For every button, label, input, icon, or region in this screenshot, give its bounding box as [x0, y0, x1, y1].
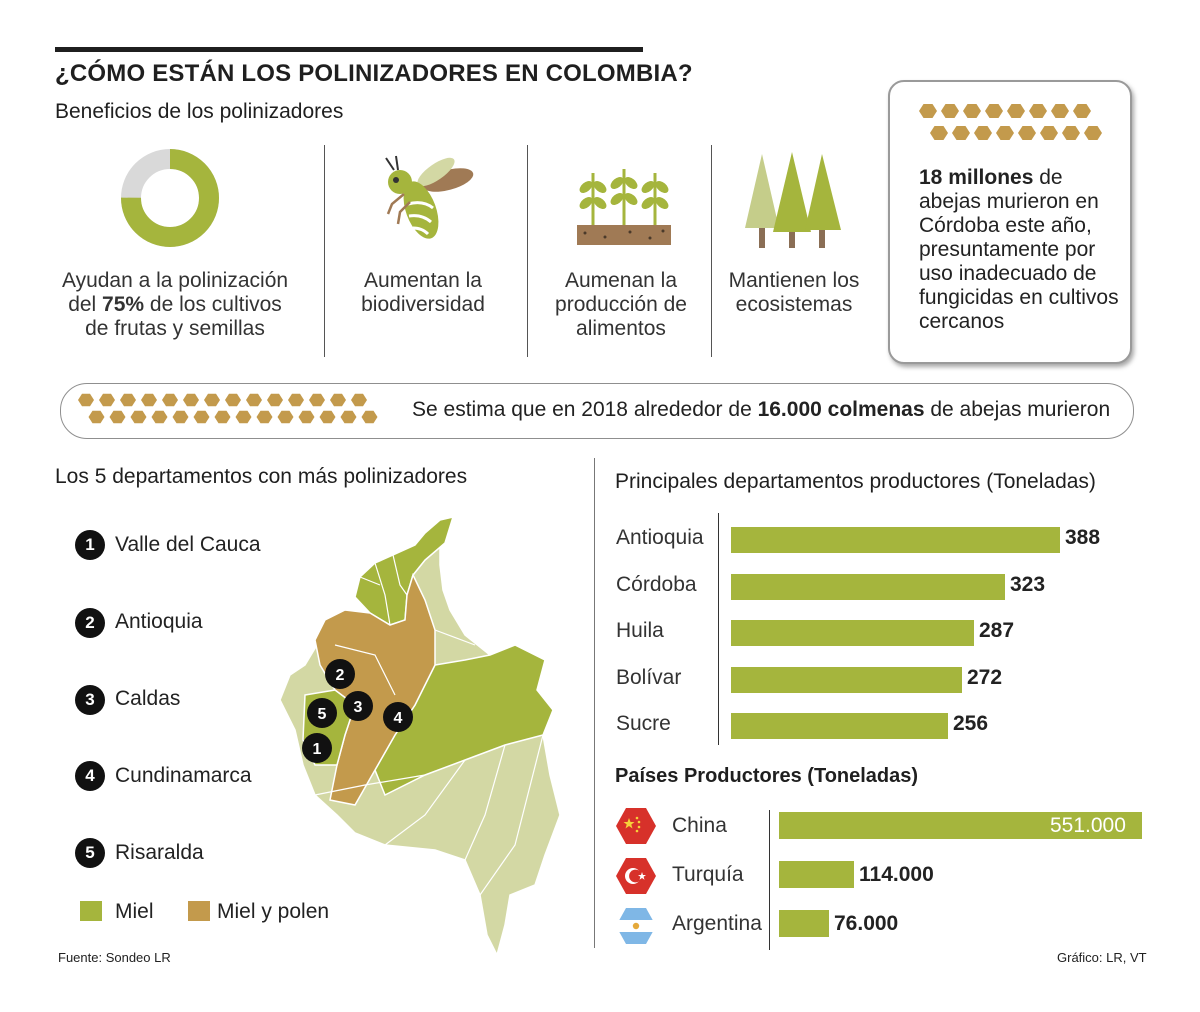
bar-category-label: Huila [616, 619, 664, 642]
benefit-pollination: Ayudan a la polinización del 75% de los cultivos de frutas y semillas [61, 269, 289, 340]
honeycomb-cell [236, 411, 252, 423]
honeycomb-cell [341, 411, 357, 423]
bar [731, 574, 1005, 600]
argentina-flag-icon [615, 906, 657, 946]
divider [527, 145, 528, 357]
honeycomb-cell [919, 104, 937, 118]
bar-category-label: Antioquia [616, 526, 704, 549]
honeycomb-cell [215, 411, 231, 423]
rank-badge: 4 [75, 761, 105, 791]
bar [779, 910, 829, 937]
turkey-flag-icon [615, 856, 657, 896]
rank-badge: 2 [75, 608, 105, 638]
honeycomb-icon [919, 102, 1109, 146]
china-flag-icon [615, 806, 657, 846]
honeycomb-cell [1062, 126, 1080, 140]
honeycomb-cell [257, 411, 273, 423]
bar-value-label: 388 [1065, 526, 1101, 549]
honeycomb-cell [267, 394, 283, 406]
honeycomb-cell [288, 394, 304, 406]
honeycomb-cell [330, 394, 346, 406]
honeycomb-cell [930, 126, 948, 140]
honeycomb-cell [309, 394, 325, 406]
rank-badge: 3 [75, 685, 105, 715]
honeycomb-cell [152, 411, 168, 423]
rank-label: Valle del Cauca [115, 533, 261, 556]
bar-category-label: Bolívar [616, 665, 682, 689]
callout-text: 18 millones de abejas murieron en Córdoba este año, presuntamente por uso inadecuado de fungicidas en cultivos cercanos [919, 166, 1119, 333]
credit-note: Gráfico: LR, VT [1057, 950, 1147, 965]
honeycomb-cell [1018, 126, 1036, 140]
honeycomb-cell [351, 394, 367, 406]
map-marker-label: 3 [353, 699, 363, 716]
source-note: Fuente: Sondeo LR [58, 950, 171, 965]
bar [731, 527, 1060, 553]
bar [779, 861, 854, 888]
bee-icon [378, 152, 483, 252]
bar [731, 713, 948, 739]
legend-label-honey: Miel [115, 900, 154, 923]
bar-category-label: Sucre [616, 712, 671, 735]
chart-axis [769, 810, 770, 950]
rank-badge: 1 [75, 530, 105, 560]
honeycomb-cell [996, 126, 1014, 140]
honeycomb-cell [78, 394, 94, 406]
bar-value-label: 551.000 [1050, 814, 1126, 837]
forest-icon [745, 152, 843, 250]
legend-swatch-honey [80, 901, 102, 921]
bar-value-label: 114.000 [859, 863, 934, 886]
honeycomb-cell [246, 394, 262, 406]
honeycomb-cell [941, 104, 959, 118]
honeycomb-cell [131, 411, 147, 423]
legend-label-honey-pollen: Miel y polen [217, 900, 330, 923]
honeycomb-cell [1040, 126, 1058, 140]
benefit-biodiversity: Aumentan la biodiversidad [361, 269, 485, 316]
benefits-heading: Beneficios de los polinizadores [55, 100, 344, 123]
honeycomb-cell [110, 411, 126, 423]
divider [594, 458, 595, 948]
honeycomb-icon [78, 392, 383, 430]
rank-label: Risaralda [115, 841, 204, 864]
map-marker-label: 5 [317, 706, 327, 723]
title-rule [55, 47, 643, 52]
chart-title-departments: Principales departamentos productores (Toneladas) [615, 470, 1096, 493]
divider [324, 145, 325, 357]
honeycomb-cell [225, 394, 241, 406]
honeycomb-cell [141, 394, 157, 406]
honeycomb-cell [204, 394, 220, 406]
honeycomb-cell [320, 411, 336, 423]
bar-category-label: Córdoba [616, 572, 697, 596]
honeycomb-cell [362, 411, 378, 423]
bar-category-label: China [672, 814, 727, 837]
honeycomb-cell [1084, 126, 1102, 140]
bar-value-label: 76.000 [834, 912, 899, 935]
benefit-ecosystems: Mantienen los ecosistemas [728, 269, 860, 316]
bar [731, 667, 962, 693]
donut-chart-icon [115, 143, 225, 253]
honeycomb-cell [1073, 104, 1091, 118]
rank-label: Cundinamarca [115, 764, 252, 787]
map-marker-label: 1 [312, 741, 322, 758]
bar-value-label: 256 [953, 712, 989, 735]
honeycomb-cell [1007, 104, 1025, 118]
bar-value-label: 323 [1010, 572, 1046, 596]
bar-value-label: 272 [967, 665, 1003, 689]
map-marker-label: 2 [335, 667, 345, 684]
rank-label: Antioquia [115, 610, 203, 633]
rank-badge: 5 [75, 838, 105, 868]
honeycomb-cell [1051, 104, 1069, 118]
honeycomb-cell [183, 394, 199, 406]
honeycomb-cell [278, 411, 294, 423]
bar-value-label: 287 [979, 619, 1015, 642]
rank-label: Caldas [115, 687, 181, 710]
chart-axis [718, 513, 719, 745]
bar [731, 620, 974, 646]
honeycomb-cell [173, 411, 189, 423]
honeycomb-cell [194, 411, 210, 423]
chart-title-countries: Países Productores (Toneladas) [615, 765, 919, 787]
departments-heading: Los 5 departamentos con más polinizadores [55, 465, 468, 488]
colombia-map [275, 515, 575, 960]
page-title: ¿CÓMO ESTÁN LOS POLINIZADORES EN COLOMBIA? [55, 60, 693, 87]
crops-icon [575, 165, 673, 247]
honeycomb-cell [162, 394, 178, 406]
honeycomb-cell [1029, 104, 1047, 118]
legend-swatch-honey-pollen [188, 901, 210, 921]
honeycomb-cell [299, 411, 315, 423]
honeycomb-cell [952, 126, 970, 140]
honeycomb-cell [974, 126, 992, 140]
map-marker-label: 4 [393, 710, 403, 727]
divider [711, 145, 712, 357]
bar-category-label: Argentina [672, 912, 762, 935]
benefit-food-production: Aumenan la producción de alimentos [555, 269, 687, 340]
honeycomb-cell [89, 411, 105, 423]
honeycomb-cell [120, 394, 136, 406]
bar-category-label: Turquía [672, 863, 744, 886]
honeycomb-cell [985, 104, 1003, 118]
honeycomb-cell [963, 104, 981, 118]
banner-text: Se estima que en 2018 alrededor de 16.000 colmenas de abejas murieron [412, 398, 1111, 421]
honeycomb-cell [99, 394, 115, 406]
